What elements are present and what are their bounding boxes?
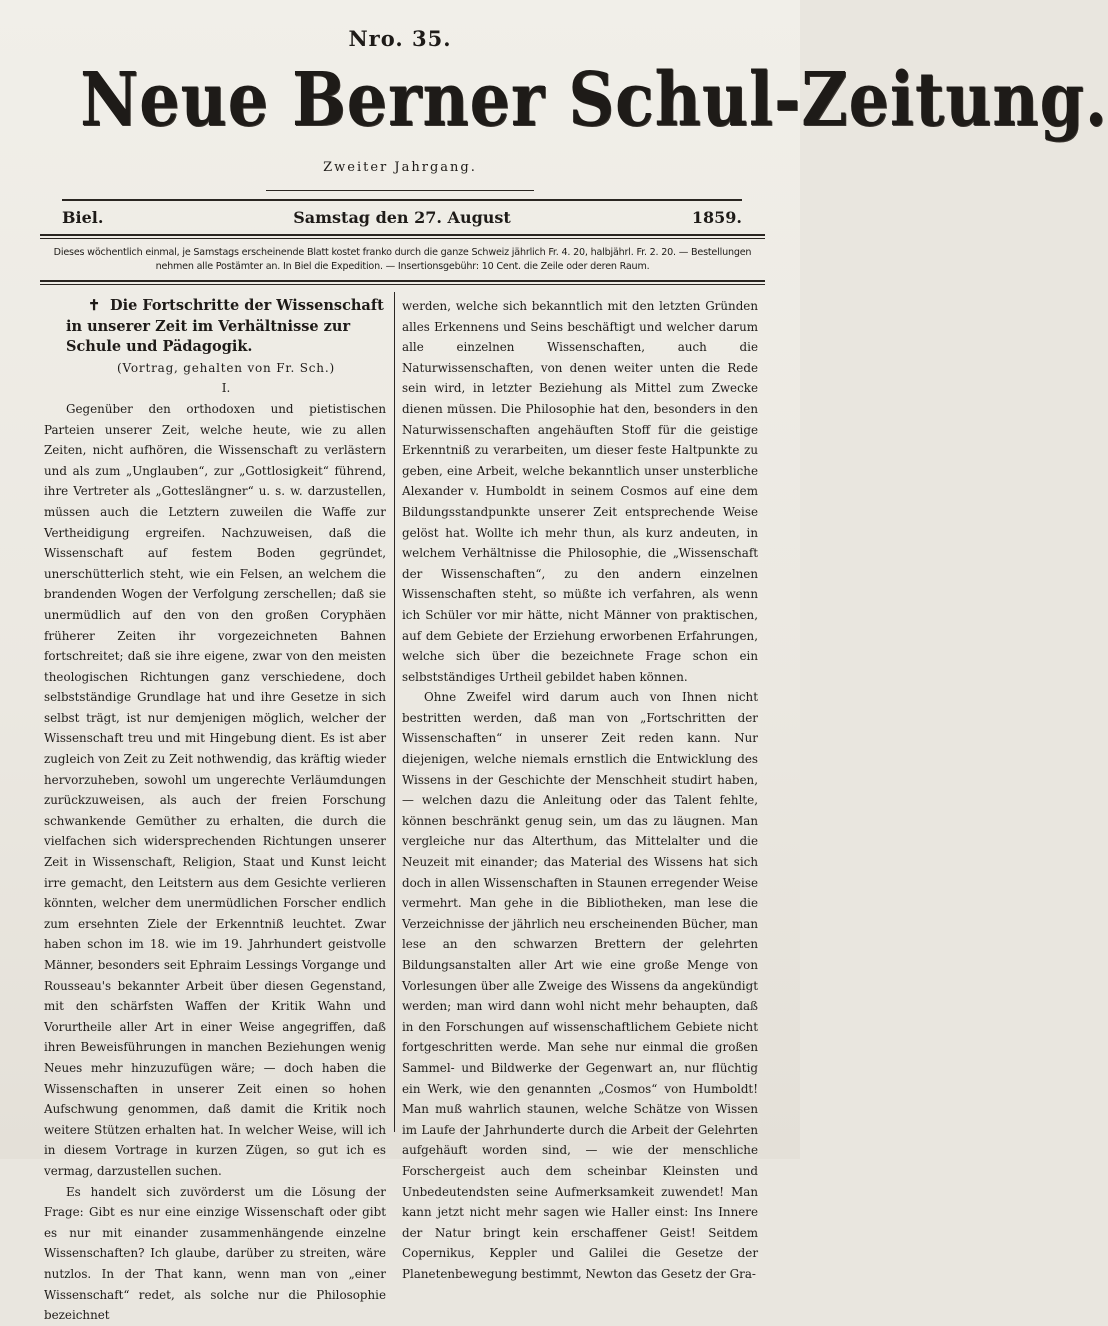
subscription-notice: Dieses wöchentlich einmal, je Samstags erscheinende Blatt kostet franko durch die ganze Schweiz jährlich Fr. 4. 20, halbjährl. Fr. 2. 20. — Bestellungen nehmen alle Postämter an. In Biel die Expedition. — Insertionsgebühr: 10 Cent. die Zeile oder deren Raum. xyxy=(53,247,752,272)
issue-number: Nro. 35. xyxy=(348,26,452,51)
article-title-text: Die Fortschritte der Wissenschaft in unserer Zeit im Verhältnisse zur Schule und Pädagogik. xyxy=(66,297,384,356)
dateline xyxy=(62,208,742,230)
section-number: I. xyxy=(221,381,231,396)
cross-icon: ✝ xyxy=(88,297,101,314)
place-label: Biel. xyxy=(62,208,104,227)
volume-label: Zweiter Jahrgang. xyxy=(323,160,477,175)
article-paragraph: Ohne Zweifel wird darum auch von Ihnen nicht bestritten werden, daß man von „Fortschritten der Wissenschaften“ in unserer Zeit reden kann. Nur diejenigen, welche niemals ernstlich die Entwicklung des Wissens in der Geschichte der Menschheit studirt haben, — welchen dazu die Anleitung oder das Talent fehlte, können beschränkt genug sein, um das zu läugnen. Man vergleiche nur das Alterthum, das Mittelalter und die Neuzeit mit einander; das Material des Wissens hat sich doch in allen Wissenschaften in Staunen erregender Weise vermehrt. Man gehe in die Bibliotheken, man lese die Verzeichnisse der jährlich neu erscheinenden Bücher, man lese an den schwarzen Brettern der gelehrten Bildungsanstalten aller Art wie eine große Menge von Vorlesungen über alle Zweige des Wissens da angekündigt werden; man wird dann wohl nicht mehr behaupten, daß in den Forschungen auf wissenschaftlichem Gebiete nicht fortgeschritten werde. Man sehe nur einmal die großen Sammel- und Bildwerke der Gegenwart an, nur flüchtig ein Werk, wie den genannten „Cosmos“ von Humboldt! Man muß wahrlich staunen, welche Schätze von Wissen im Laufe der Jahrhunderte durch die Arbeit der Gelehrten aufgehäuft worden sind, — wie der menschliche Forschergeist auch dem scheinbar Kleinsten und Unbedeutendsten seine Aufmerksamkeit zuwendet! Man kann jetzt nicht mehr sagen wie Haller einst: Ins Innere der Natur bringt kein erschaffener Geist! Seitdem Copernikus, Keppler und Galilei die Gesetze der Planetenbewegung bestimmt, Newton das Gesetz der Gra- xyxy=(402,690,758,1281)
dateline-rule-1 xyxy=(40,234,765,236)
article-byline: (Vortrag, gehalten von Fr. Sch.) xyxy=(117,360,335,375)
column-divider xyxy=(394,292,395,1132)
dateline-rule-2 xyxy=(40,238,765,239)
notice-rule-1 xyxy=(40,280,765,282)
article-title xyxy=(44,296,386,358)
newspaper-title: Neue Berner Schul-Zeitung. xyxy=(80,57,1108,143)
article-paragraph: Es handelt sich zuvörderst um die Lösung der Frage: Gibt es nur eine einzige Wissenschaft oder gibt es nur mit einander zusammenhängende einzelne Wissenschaften? Ich glaube, darüber zu streiten, wäre nutzlos. In der That kann, wenn man von „einer Wissenschaft“ redet, als solche nur die Philosophie bezeichnet xyxy=(44,1184,386,1323)
right-column xyxy=(402,296,758,1281)
left-column xyxy=(44,296,386,1323)
article-paragraph: Gegenüber den orthodoxen und pietistischen Parteien unserer Zeit, welche heute, wie zu allen Zeiten, nicht aufhören, die Wissenschaft zu verlästern und als zum „Unglauben“, zur „Gottlosigkeit“ führend, ihre Vertreter als „Gotteslängner“ u. s. w. darzustellen, müssen auch die Letztern zuweilen die Waffe zur Vertheidigung ergreifen. Nachzuweisen, daß die Wissenschaft auf festem Boden gegründet, unerschütterlich steht, wie ein Felsen, an welchem die brandenden Wogen der Verfolgung zerschellen; daß sie unermüdlich auf den von den großen Coryphäen früherer Zeiten ihr vorgezeichneten Bahnen fortschreitet; daß sie ihre eigene, zwar von den meisten theologischen Richtungen ganz verschiedene, doch selbstständige Grundlage hat und ihre Gesetze in sich selbst trägt, ist nur demjenigen möglich, welcher der Wissenschaft treu und mit Hingebung dient. Es ist aber zugleich von Zeit zu Zeit nothwendig, das kräftig wieder hervorzuheben, sowohl um ungerechte Verläumdungen zurückzuweisen, als auch der freien Forschung schwankende Gemüther zu erhalten, die durch die vielfachen sich widersprechenden Richtungen unserer Zeit in Wissenschaft, Religion, Staat und Kunst leicht irre gemacht, den Leitstern aus dem Gesichte verlieren könnten, welcher dem unermüdlichen Forscher endlich zum ersehnten Ziele der Erkenntniß leuchtet. Zwar haben schon im 18. wie im 19. Jahrhundert geistvolle Männer, besonders seit Ephraim Lessings Vorgange und Rousseau's bekannter Arbeit über diesen Gegenstand, mit den schärfsten Waffen der Kritik Wahn und Vorurtheile aller Art in einer Weise angegriffen, daß ihren Beweisführungen in manchen Beziehungen wenig Neues mehr hinzuzufügen wäre; — doch haben die Wissenschaften in unserer Zeit einen so hohen Aufschwung genommen, daß damit die Kritik noch weitere Stützen erhalten hat. In welcher Weise, will ich in diesem Vortrage in kurzen Zügen, so gut ich es vermag, darzustellen suchen. xyxy=(44,401,386,1178)
year-label: 1859. xyxy=(691,208,742,227)
header-rule-top xyxy=(266,190,534,191)
article-paragraph-continuation: werden, welche sich bekanntlich mit den letzten Gründen alles Erkennens und Seins beschäftigt und welcher darum alle einzelnen Wissenschaften, auch die Naturwissenschaften, von denen weiter unten die Rede sein wird, in letzter Beziehung als Mittel zum Zwecke dienen müssen. Die Philosophie hat den, besonders in den Naturwissenschaften angehäuften Stoff für die geistige Erkenntniß zu verarbeiten, um dieser feste Haltpunkte zu geben, eine Arbeit, welche bekanntlich unser unsterbliche Alexander v. Humboldt in seinem Cosmos auf eine dem Bildungsstandpunkte unserer Zeit entsprechende Weise gelöst hat. Wollte ich mehr thun, als kurz andeuten, in welchem Verhältnisse die Philosophie, die „Wissenschaft der Wissenschaften“, zu den andern einzelnen Wissenschaften steht, so müßte ich verfahren, als wenn ich Schüler vor mir hätte, nicht Männer von praktischen, auf dem Gebiete der Erziehung erworbenen Erfahrungen, welche sich über die bezeichnete Frage schon ein selbstständiges Urtheil gebildet haben können. xyxy=(402,299,758,684)
notice-rule-2 xyxy=(40,284,765,285)
date-label: Samstag den 27. August xyxy=(293,208,511,227)
header-rule-top-2 xyxy=(62,199,742,201)
